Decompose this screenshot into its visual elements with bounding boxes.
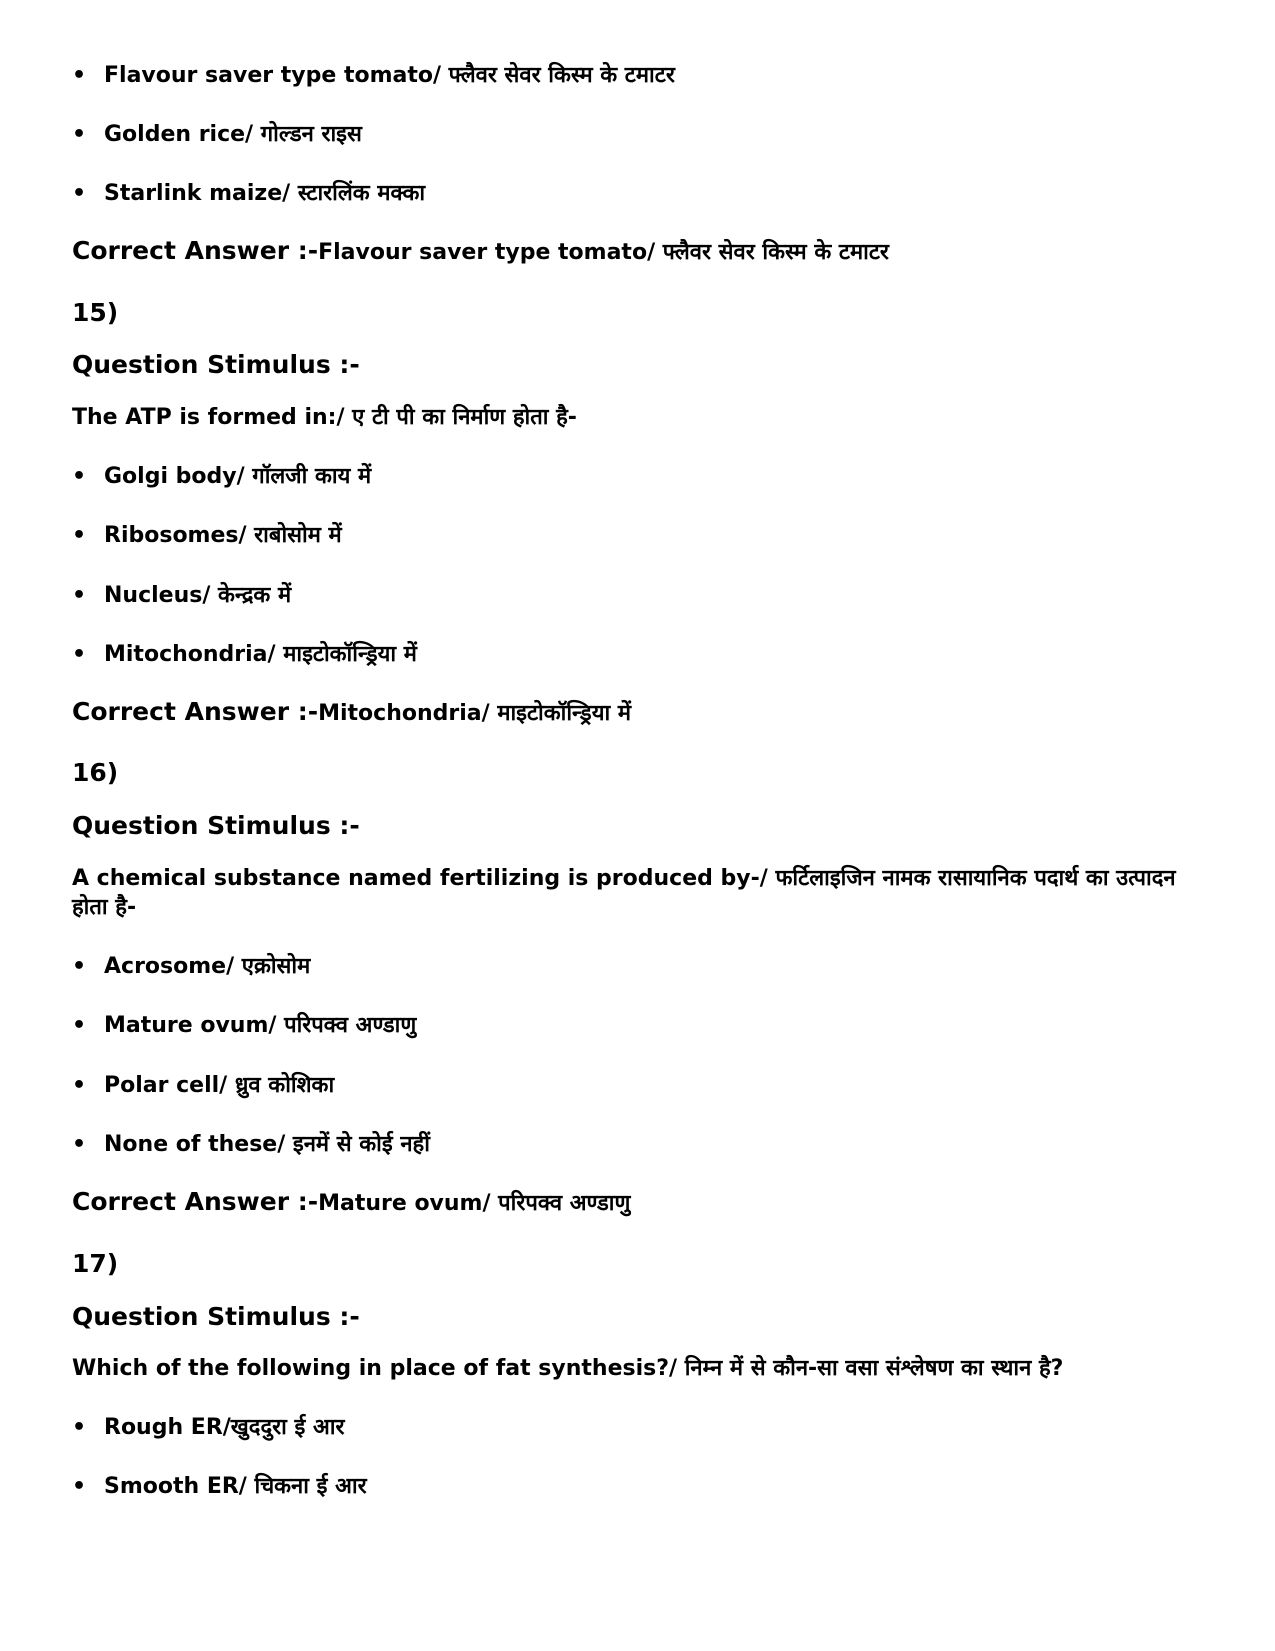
option-item: • Starlink maize/ स्टारलिंक मक्का xyxy=(104,180,425,208)
option-item: • Golden rice/ गोल्डन राइस xyxy=(104,121,362,149)
question-number: 17) xyxy=(72,1249,119,1278)
correct-answer-value: Mitochondria/ माइटोकॉन्ड्रिया में xyxy=(318,701,631,726)
option-item: • Polar cell/ ध्रुव कोशिका xyxy=(104,1072,334,1100)
option-item: • Nucleus/ केन्द्रक में xyxy=(104,582,291,610)
correct-answer xyxy=(72,1186,630,1220)
correct-answer-label: Correct Answer :- xyxy=(72,1187,319,1216)
option-item: • Mature ovum/ परिपक्व अण्डाणु xyxy=(104,1012,416,1040)
correct-answer-label: Correct Answer :- xyxy=(72,236,319,265)
question-number: 15) xyxy=(72,298,119,327)
correct-answer xyxy=(72,235,889,269)
option-item: • Mitochondria/ माइटोकॉन्ड्रिया में xyxy=(104,641,417,669)
option-item: • None of these/ इनमें से कोई नहीं xyxy=(104,1131,430,1159)
question-stem: Which of the following in place of fat synthesis?/ निम्न में से कौन-सा वसा संश्लेषण का स्थान है? xyxy=(72,1356,1064,1381)
option-item: • Smooth ER/ चिकना ई आर xyxy=(104,1473,367,1501)
correct-answer-label: Correct Answer :- xyxy=(72,697,319,726)
question-stimulus-label: Question Stimulus :- xyxy=(72,350,360,379)
correct-answer xyxy=(72,696,631,730)
option-item: • Ribosomes/ राबोसोम में xyxy=(104,522,342,550)
question-stimulus-label: Question Stimulus :- xyxy=(72,1302,360,1331)
correct-answer-value: Mature ovum/ परिपक्व अण्डाणु xyxy=(318,1191,631,1216)
option-item: • Golgi body/ गॉलजी काय में xyxy=(104,463,371,491)
question-number: 16) xyxy=(72,758,119,787)
option-item: • Flavour saver type tomato/ फ्लैवर सेवर किस्म के टमाटर xyxy=(104,62,675,90)
question-stem: A chemical substance named fertilizing is produced by-/ फर्टिलाइजिन नामक रासायानिक पदार्थ का उत्पादन होता है- xyxy=(72,866,1176,920)
correct-answer-value: Flavour saver type tomato/ फ्लैवर सेवर किस्म के टमाटर xyxy=(318,240,889,265)
option-item: • Rough ER/खुददुरा ई आर xyxy=(104,1414,344,1442)
question-stimulus-label: Question Stimulus :- xyxy=(72,811,360,840)
question-stem: The ATP is formed in:/ ए टी पी का निर्माण होता है- xyxy=(72,405,577,430)
option-item: • Acrosome/ एक्रोसोम xyxy=(104,953,310,981)
